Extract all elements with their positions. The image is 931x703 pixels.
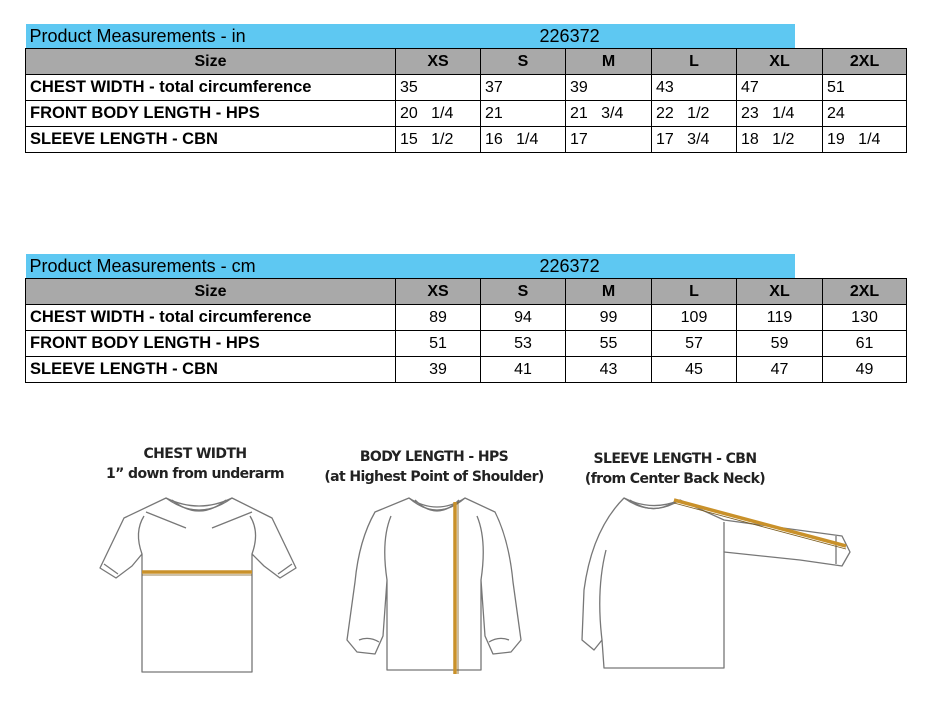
cell-value: 21 [481,101,566,127]
table-title-row [26,24,907,49]
table-row [26,305,907,331]
cell-value: 18 1/2 [737,127,823,153]
cell-value: 39 [396,357,481,383]
cell-value: 23 1/4 [737,101,823,127]
size-m: M [566,49,652,75]
size-l: L [652,49,737,75]
cell-value: 43 [652,75,737,101]
cell-value: 109 [652,305,737,331]
cell-value: 39 [566,75,652,101]
row-label: CHEST WIDTH - total circumference [26,305,396,331]
cell-value: 41 [481,357,566,383]
cell-value: 47 [737,357,823,383]
row-label: SLEEVE LENGTH - CBN [26,127,396,153]
cell-value: 49 [823,357,907,383]
longsleeve-sleeve-length-icon [574,490,864,675]
cell-value: 53 [481,331,566,357]
cell-value: 55 [566,331,652,357]
chest-width-caption [90,444,300,484]
cell-value: 17 3/4 [652,127,737,153]
size-s: S [481,279,566,305]
size-header: Size [26,49,396,75]
diagram-subtitle: 1” down from underarm [106,466,284,482]
table-row [26,357,907,383]
size-xl: XL [737,279,823,305]
cell-value: 35 [396,75,481,101]
cell-value: 21 3/4 [566,101,652,127]
longsleeve-body-length-icon [325,490,545,682]
cell-value: 22 1/2 [652,101,737,127]
size-xl: XL [737,49,823,75]
size-xs: XS [396,49,481,75]
body-length-caption [318,447,550,487]
diagram-title: CHEST WIDTH [143,446,247,462]
size-l: L [652,279,737,305]
cell-value: 57 [652,331,737,357]
size-m: M [566,279,652,305]
cell-value: 45 [652,357,737,383]
cell-value: 94 [481,305,566,331]
size-2xl: 2XL [823,49,907,75]
diagram-subtitle: (from Center Back Neck) [584,471,766,487]
sleeve-length-caption [570,449,780,489]
cell-value: 61 [823,331,907,357]
row-label: SLEEVE LENGTH - CBN [26,357,396,383]
size-2xl: 2XL [823,279,907,305]
cell-value: 20 1/4 [396,101,481,127]
table-row [26,101,907,127]
row-label: FRONT BODY LENGTH - HPS [26,331,396,357]
size-header-row [26,279,907,305]
table-row [26,127,907,153]
cell-value: 59 [737,331,823,357]
row-label: FRONT BODY LENGTH - HPS [26,101,396,127]
table-title: Product Measurements - in [26,24,652,49]
cell-value: 51 [823,75,907,101]
cell-value: 130 [823,305,907,331]
cell-value: 24 [823,101,907,127]
diagram-title: BODY LENGTH - HPS [359,449,509,465]
table-row [26,75,907,101]
table-row [26,331,907,357]
size-header-row [26,49,907,75]
cell-value: 119 [737,305,823,331]
cell-value: 99 [566,305,652,331]
cell-value: 43 [566,357,652,383]
cell-value: 47 [737,75,823,101]
measurements-table-cm [25,254,907,383]
tshirt-chest-icon [94,492,304,677]
size-s: S [481,49,566,75]
diagram-subtitle: (at Highest Point of Shoulder) [324,469,544,485]
cell-value: 51 [396,331,481,357]
cell-value: 17 [566,127,652,153]
cell-value: 37 [481,75,566,101]
diagram-title: SLEEVE LENGTH - CBN [593,451,757,467]
table-title: Product Measurements - cm [26,254,652,279]
size-xs: XS [396,279,481,305]
cell-value: 16 1/4 [481,127,566,153]
table-title-row [26,254,907,279]
cell-value: 15 1/2 [396,127,481,153]
measurements-table-in [25,24,907,153]
style-number: 226372 [540,254,795,279]
row-label: CHEST WIDTH - total circumference [26,75,396,101]
cell-value: 19 1/4 [823,127,907,153]
size-header: Size [26,279,396,305]
cell-value: 89 [396,305,481,331]
style-number: 226372 [540,24,795,49]
